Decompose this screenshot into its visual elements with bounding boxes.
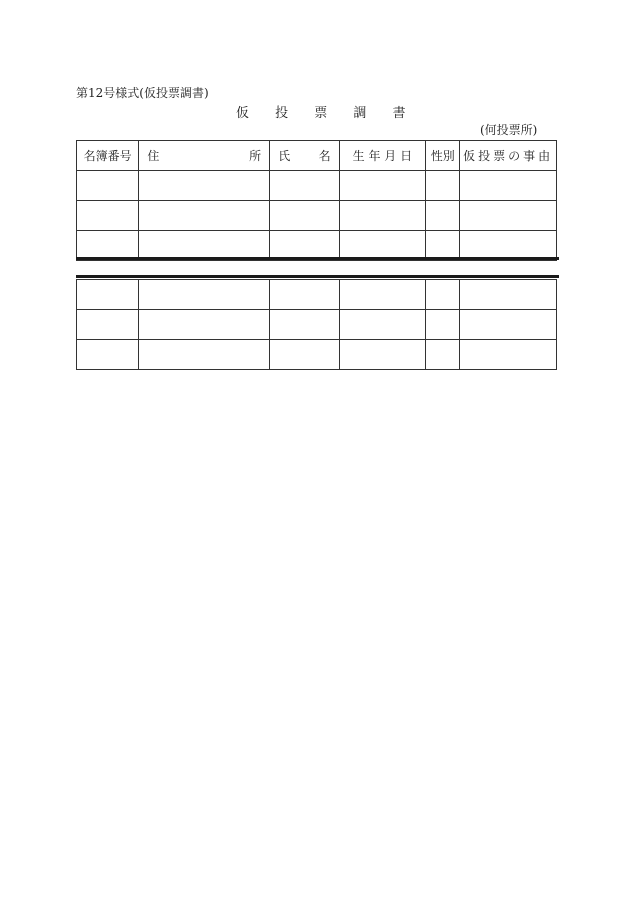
table-row [77,171,557,201]
table-row [77,340,557,370]
header-name [270,141,339,171]
cell-birthdate[interactable] [339,280,426,310]
cell-name[interactable] [270,171,339,201]
cell-reason[interactable] [460,280,557,310]
header-address [139,141,270,171]
header-reason-label: 仮投票の事由 [463,149,554,163]
cell-birthdate[interactable] [339,231,426,261]
cell-address[interactable] [139,231,270,261]
document-title: 仮 投 票 調 書 [236,106,406,121]
section-divider-upper [76,257,559,260]
cell-reason[interactable] [460,171,557,201]
table-body-top [77,171,557,261]
header-name-second: 名 [318,149,331,163]
table-row [77,201,557,231]
cell-roll-number[interactable] [77,171,139,201]
cell-name[interactable] [270,231,339,261]
cell-address[interactable] [139,280,270,310]
cell-reason[interactable] [460,340,557,370]
cell-roll-number[interactable] [77,310,139,340]
cell-sex[interactable] [426,340,460,370]
cell-sex[interactable] [426,201,460,231]
table-row [77,310,557,340]
ballot-table-bottom [76,279,557,370]
cell-roll-number[interactable] [77,280,139,310]
cell-sex[interactable] [426,280,460,310]
header-roll-number [77,141,139,171]
header-roll-number-label: 名簿番号 [83,149,132,163]
cell-address[interactable] [139,171,270,201]
cell-address[interactable] [139,310,270,340]
header-birthdate-label: 生 年 月 日 [352,149,413,163]
table-row [77,231,557,261]
table-row [77,280,557,310]
cell-sex[interactable] [426,171,460,201]
cell-address[interactable] [139,340,270,370]
polling-place-label: (何投票所) [480,123,538,137]
cell-roll-number[interactable] [77,201,139,231]
header-reason [460,141,557,171]
cell-birthdate[interactable] [339,201,426,231]
section-divider-lower [76,275,559,278]
header-sex [426,141,460,171]
cell-reason[interactable] [460,201,557,231]
ballot-table-top [76,140,557,261]
header-address-first: 住 [147,149,160,163]
cell-name[interactable] [270,310,339,340]
form-number: 第12号様式(仮投票調書) [76,86,209,100]
header-birthdate [339,141,426,171]
cell-reason[interactable] [460,231,557,261]
header-name-first: 氏 [278,149,291,163]
cell-birthdate[interactable] [339,340,426,370]
table-header-row [77,141,557,171]
cell-birthdate[interactable] [339,310,426,340]
cell-birthdate[interactable] [339,171,426,201]
cell-name[interactable] [270,201,339,231]
table-body-bottom [77,280,557,370]
cell-sex[interactable] [426,231,460,261]
cell-name[interactable] [270,280,339,310]
cell-sex[interactable] [426,310,460,340]
header-address-second: 所 [249,149,262,163]
cell-address[interactable] [139,201,270,231]
cell-reason[interactable] [460,310,557,340]
header-sex-label: 性別 [430,149,455,163]
cell-roll-number[interactable] [77,231,139,261]
cell-name[interactable] [270,340,339,370]
cell-roll-number[interactable] [77,340,139,370]
